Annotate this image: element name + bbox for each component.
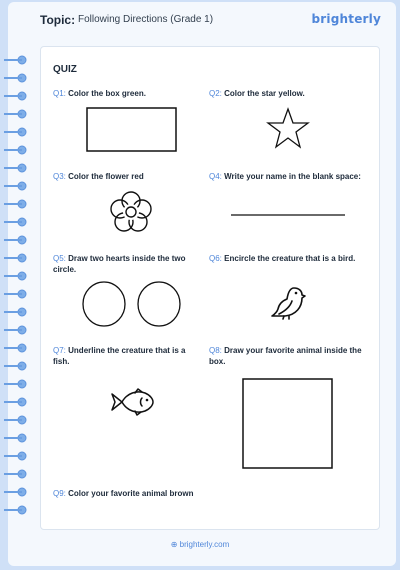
spiral-binding — [0, 0, 40, 570]
drawing-box[interactable] — [242, 378, 334, 470]
question-text: Draw two hearts inside the two circle. — [53, 254, 186, 274]
question-text: Underline the creature that is a fish. — [53, 346, 186, 366]
footer-url[interactable]: brighterly.com — [179, 540, 230, 549]
question-8 — [209, 345, 374, 367]
circle-right-shape[interactable] — [136, 280, 182, 328]
question-number: Q3: — [53, 172, 66, 181]
globe-icon: ⊕ — [170, 540, 178, 549]
question-4 — [209, 171, 379, 182]
topic-value: Following Directions (Grade 1) — [78, 14, 214, 25]
question-number: Q1: — [53, 89, 66, 98]
brighterly-logo: brighterly — [311, 12, 381, 26]
question-6 — [209, 253, 379, 264]
question-text: Write your name in the blank space: — [224, 172, 361, 181]
question-text: Color the star yellow. — [224, 89, 305, 98]
question-text: Draw your favorite animal inside the box. — [209, 346, 362, 366]
worksheet-header — [40, 10, 385, 32]
question-number: Q8: — [209, 346, 222, 355]
quiz-card — [40, 46, 380, 530]
question-text: Color your favorite animal brown — [68, 489, 194, 498]
question-7 — [53, 345, 198, 367]
question-number: Q4: — [209, 172, 222, 181]
fish-icon[interactable] — [109, 387, 155, 417]
bird-icon[interactable] — [267, 285, 307, 321]
question-2 — [209, 88, 374, 99]
question-text: Encircle the creature that is a bird. — [224, 254, 356, 263]
question-text: Color the box green. — [68, 89, 146, 98]
circle-left-shape[interactable] — [81, 280, 127, 328]
question-text: Color the flower red — [68, 172, 144, 181]
star-icon[interactable] — [266, 107, 310, 149]
name-blank-line[interactable] — [231, 213, 347, 217]
question-number: Q7: — [53, 346, 66, 355]
question-number: Q9: — [53, 489, 66, 498]
question-5 — [53, 253, 188, 275]
question-9 — [53, 488, 253, 499]
rectangle-box-shape[interactable] — [86, 107, 178, 153]
question-1 — [53, 88, 203, 99]
flower-icon[interactable] — [108, 190, 154, 234]
question-number: Q6: — [209, 254, 222, 263]
question-number: Q2: — [209, 89, 222, 98]
question-3 — [53, 171, 203, 182]
question-number: Q5: — [53, 254, 66, 263]
footer — [0, 540, 400, 549]
quiz-title: QUIZ — [53, 64, 77, 75]
topic-label: Topic: — [40, 13, 76, 27]
